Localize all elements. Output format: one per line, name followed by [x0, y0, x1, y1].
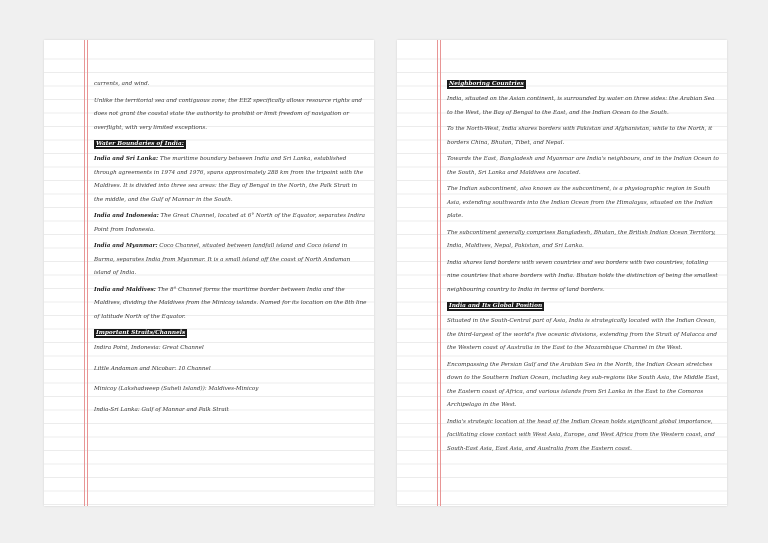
section-heading: Water Boundaries of India:: [96, 141, 184, 147]
right-page-content: [447, 78, 721, 459]
margin-line: [437, 40, 438, 506]
section-heading: Important Straits/Channels: [96, 330, 186, 336]
paragraph: The subcontinent generally comprises Bangladesh, Bhutan, the British Indian Ocean Territory, India, Maldives, Nepal, Pakistan, and Sri Lanka.: [447, 229, 716, 249]
paragraph: Situated in the South-Central part of Asia, India is strategically located with the Indian Ocean, the third-largest of the world's five oceanic divisions, extending from the Strait of Malacca and the Western coast of Australia in the East to the Mozambique Channel in the West.: [447, 318, 717, 351]
section-heading: Neighboring Countries: [449, 81, 524, 87]
paragraph: India, situated on the Asian continent, is surrounded by water on three sides: the Arabian Sea to the West, the Bay of Bengal to the East, and the Indian Ocean to the South.: [447, 96, 715, 116]
margin-line: [87, 40, 88, 506]
entry-india-myanmar: [94, 240, 368, 281]
entry-label: India and Myanmar:: [94, 243, 158, 249]
entry-label: India and Maldives:: [94, 286, 156, 293]
list-item: Little Andaman and Nicobar: 10 Channel: [94, 365, 211, 372]
margin-line: [440, 40, 441, 506]
entry-india-maldives: [94, 284, 368, 325]
right-page: [397, 40, 727, 506]
left-page: [44, 40, 374, 506]
paragraph: Encompassing the Persian Gulf and the Arabian Sea in the North, the Indian Ocean stretches down to the Southern Indian Ocean, including key sub-regions like South Asia, the Middle East, the Eastern coast of Africa, and various islands from Sri Lanka in the East to the Comoros Archipelago in the West.: [447, 361, 720, 408]
entry-text: The 8° Channel forms the maritime border between India and the Maldives, dividing the Maldives from the Minicoy islands. Named for its location on the 8th line of latitude North of the Equator.: [94, 286, 367, 320]
section-heading: India and Its Global Position: [449, 303, 543, 309]
paragraph: To the North-West, India shares borders with Pakistan and Afghanistan, while to the North, it borders China, Bhutan, Tibet, and Nepal.: [447, 126, 713, 146]
left-page-content: [94, 78, 368, 420]
entry-india-sri-lanka: [94, 153, 368, 207]
paragraph: The Indian subcontinent, also known as the subcontinent, is a physiographic region in South Asia, extending southwards into the Indian Ocean from the Himalayas, situated on the Indian plate.: [447, 186, 713, 219]
entry-text: The Great Channel, located at 6° North of the Equator, separates Indira Point from Indonesia.: [94, 213, 365, 233]
entry-label: India and Indonesia:: [94, 213, 159, 219]
list-item: Minicoy (Lakshadweep (Suheli Island)): Maldives-Minicoy: [94, 386, 259, 392]
paragraph: Towards the East, Bangladesh and Myanmar are India's neighbours, and in the Indian Ocean to the South, Sri Lanka and Maldives are located.: [447, 156, 719, 176]
paragraph: currents, and wind.: [94, 81, 150, 87]
entry-text: The maritime boundary between India and Sri Lanka, established through agreements in 1974 and 1976, spans approximately 288 km from the tripoint with the Maldives. It is divided into three sea areas: the Bay of Bengal in the North, the Palk Strait in the middle, and the Gulf of Mannar in the South.: [94, 156, 363, 203]
entry-text: Coco Channel, situated between landfall island and Coco island in Burma, separates India from Myanmar. It is a small island off the coast of North Andaman island of India.: [94, 243, 351, 276]
entry-label: India and Sri Lanka:: [94, 156, 159, 162]
paragraph: India's strategic location at the head of the Indian Ocean holds significant global importance, facilitating close contact with West Asia, Europe, and West Africa from the Western coast, and South-East Asia, East Asia, and Australia from the Eastern coast.: [447, 418, 715, 452]
list-item: India-Sri Lanka: Gulf of Mannar and Palk Strait: [94, 406, 229, 413]
paragraph: Unlike the territorial sea and contiguous zone, the EEZ specifically allows resource rights and does not grant the coastal state the authority to prohibit or limit freedom of navigation or overflight, with very limited exceptions.: [94, 97, 362, 131]
margin-line: [84, 40, 85, 506]
entry-india-indonesia: [94, 210, 368, 237]
list-item: Indira Point, Indonesia: Great Channel: [94, 345, 204, 351]
paragraph: India shares land borders with seven countries and sea borders with two countries, totaling nine countries that share borders with India. Bhutan holds the distinction of being the smallest neighbouring country to India in terms of land borders.: [447, 259, 718, 293]
